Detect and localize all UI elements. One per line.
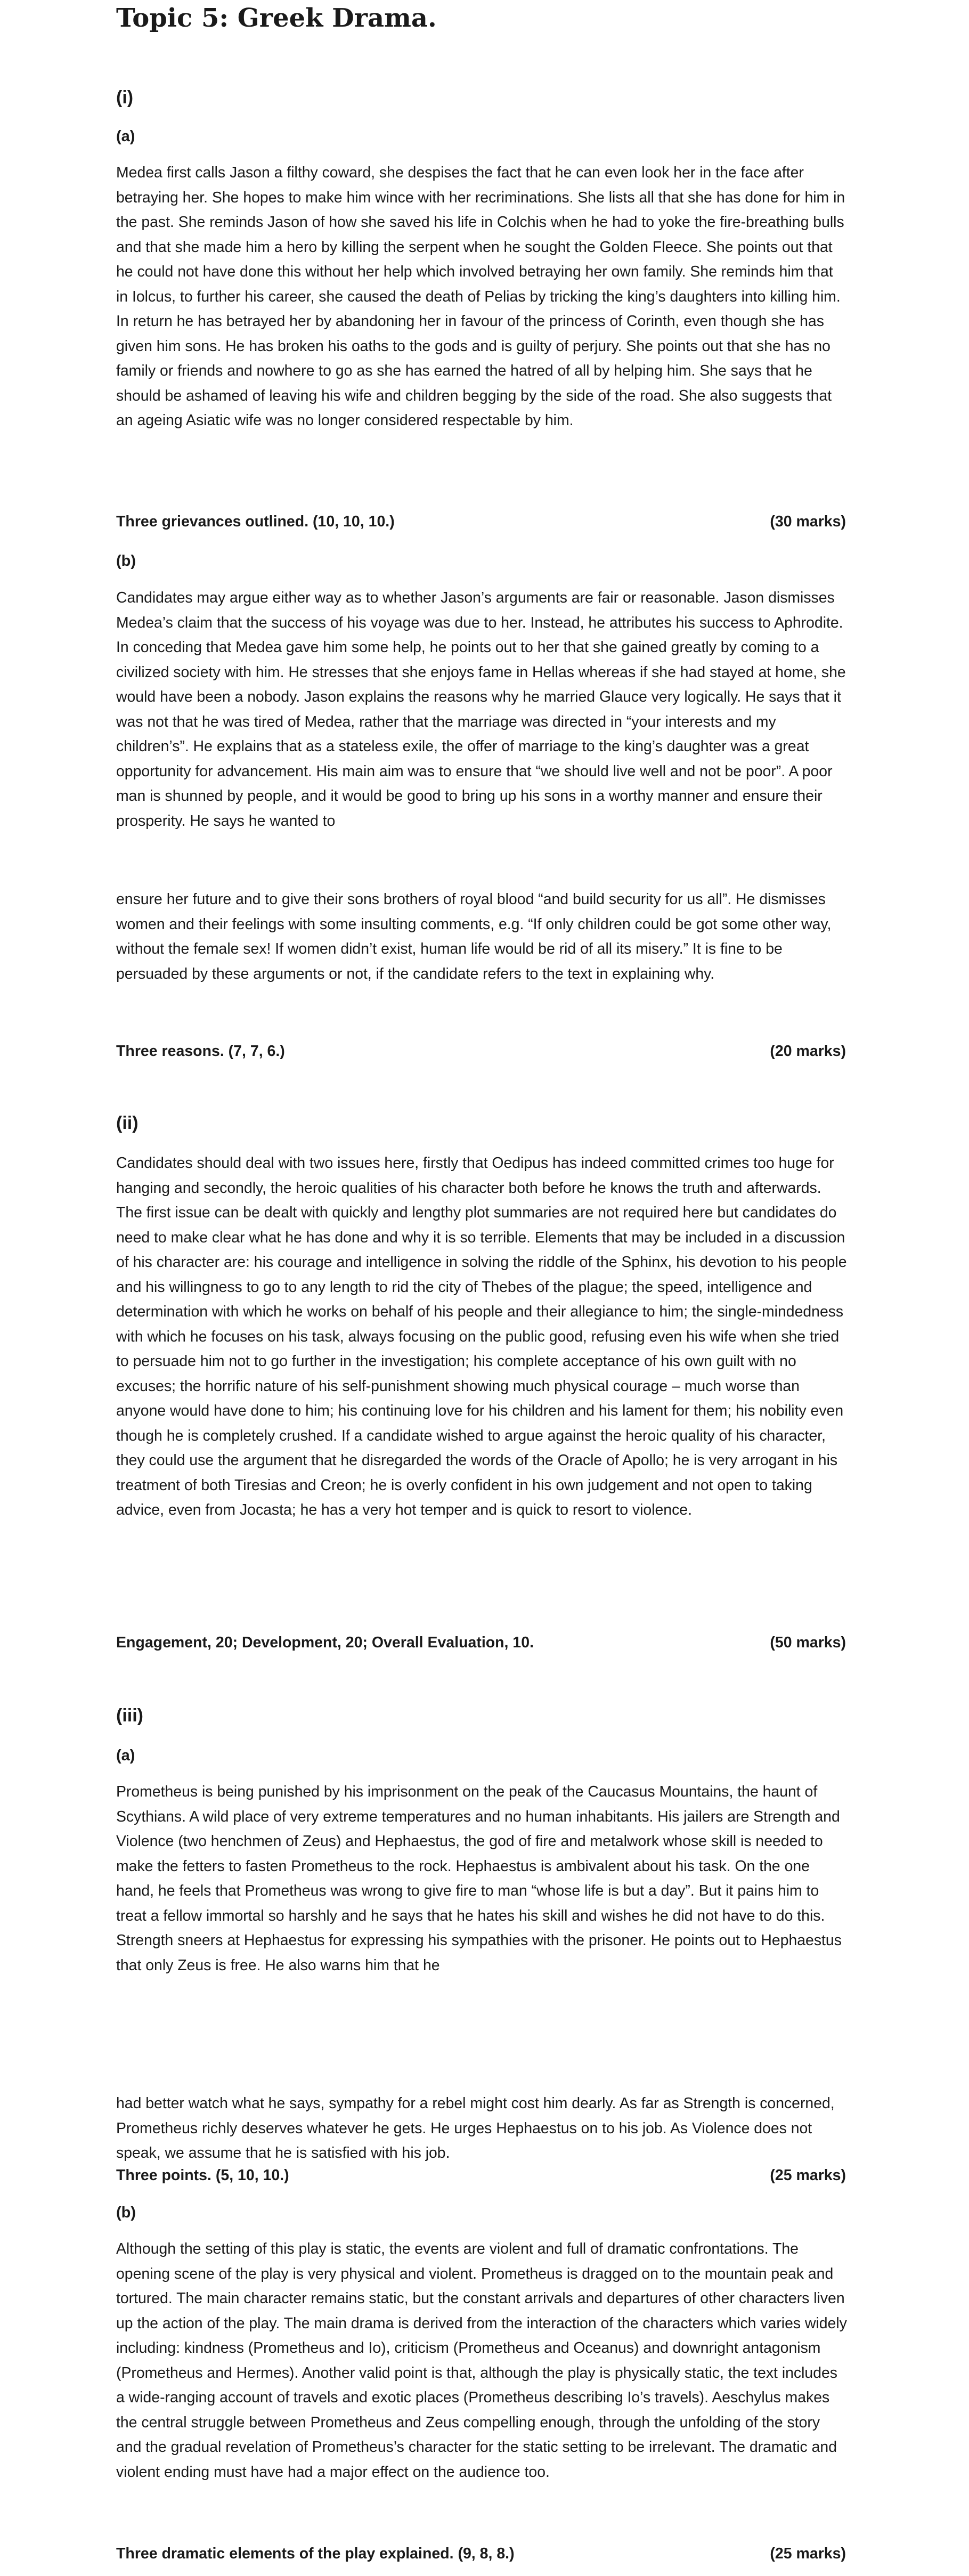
section-i-b-answer-part1: Candidates may argue either way as to whether Jason’s arguments are fair or reasonable. Jason dismisses Medea’s claim that the success of his voyage was due to her. Instead, he attributes his success to Aphrodite. In conceding that Medea gave him some help, he points out to her that she gained greatly by coming to a civilized society with him. He stresses that she enjoys fame in Hellas whereas if she had stayed at home, she would have been a nobody. Jason explains the reasons why he married Glauce very logically. He says that it was not that he was tired of Medea, rather that the marriage was directed in “your interests and my children’s”. He explains that as a stateless exile, the offer of marriage to the king’s daughter was a great opportunity for advancement. His main aim was to ensure that “we should live well and not be poor”. A poor man is shunned by people, and it would be good to bring up his sons in a worthy manner and ensure their prosperity. He says he wanted to xyxy=(116,589,846,830)
section-i-b-label: (b) xyxy=(116,552,136,570)
section-iii-a-answer-part2: had better watch what he says, sympathy for a rebel might cost him dearly. As far as Strength is concerned, Prometheus richly deserves whatever he gets. He urges Hephaestus on to his job. As Violence does not speak, we assume that he is satisfied with his job. xyxy=(116,2095,835,2161)
section-iii-b-label: (b) xyxy=(116,2204,136,2221)
section-ii-answer: Candidates should deal with two issues here, firstly that Oedipus has indeed committed crimes too huge for hanging and secondly, the heroic qualities of his character both before he knows the truth and afterwards. The first issue can be dealt with quickly and lengthy plot summaries are not required here but candidates do need to make clear what he has done and why it is so terrible. Elements that may be included in a discussion of his character are: his courage and intelligence in solving the riddle of the Sphinx, his devotion to his people and his willingness to go to any length to rid the city of Thebes of the plague; the speed, intelligence and determination with which he works on behalf of his people and their allegiance to him; the single-mindedness with which he focuses on his task, always focusing on the public good, refusing even his wife when she tried to persuade him not to go further in the investigation; his complete acceptance of his own guilt with no excuses; the horrific nature of his self-punishment showing much physical courage – much worse than anyone would have done to him; his continuing love for his children and his lament for them; his nobility even though he is completely crushed. If a candidate wished to argue against the heroic quality of his character, they could use the argument that he disregarded the words of the Oracle of Apollo; he is very arrogant in his treatment of both Tiresias and Creon; he is overly confident in his own judgement and not open to taking advice, even from Jocasta; he has a very hot temper and is quick to resort to violence. xyxy=(116,1155,847,1518)
section-iii-a-marking xyxy=(116,2166,846,2185)
section-ii-criteria: Engagement, 20; Development, 20; Overall Evaluation, 10. xyxy=(116,1634,534,1651)
section-iii-label: (iii) xyxy=(116,1705,143,1726)
section-i-b-marking xyxy=(116,1042,846,1061)
section-iii-a-criteria: Three points. (5, 10, 10.) xyxy=(116,2167,289,2184)
section-i-a-marking xyxy=(116,512,846,531)
section-i-a-criteria: Three grievances outlined. (10, 10, 10.) xyxy=(116,513,395,530)
section-iii-b-marking xyxy=(116,2544,846,2563)
section-i-a-answer: Medea first calls Jason a filthy coward, she despises the fact that he can even look her in the face after betraying her. She hopes to make him wince with her recriminations. She lists all that she has done for him in the past. She reminds Jason of how she saved his life in Colchis when he had to yoke the fire-breathing bulls and that she made him a hero by killing the serpent when he sought the Golden Fleece. She points out that he could not have done this without her help which involved betraying her own family. She reminds him that in Iolcus, to further his career, she caused the death of Pelias by tricking the king’s daughters into killing him. In return he has betrayed her by abandoning her in favour of the princess of Corinth, even though she has given him sons. He has broken his oaths to the gods and is guilty of perjury. She points out that she has no family or friends and nowhere to go as she has earned the hatred of all by helping him. She says that he should be ashamed of leaving his wife and children begging by the side of the road. She also suggests that an ageing Asiatic wife was no longer considered respectable by him. xyxy=(116,164,845,429)
section-i-label: (i) xyxy=(116,87,134,108)
section-ii-label: (ii) xyxy=(116,1113,139,1133)
section-i-a-marks: (30 marks) xyxy=(770,513,846,530)
section-ii-marking xyxy=(116,1633,846,1652)
section-iii-a-label: (a) xyxy=(116,1747,135,1764)
section-iii-a-marks: (25 marks) xyxy=(770,2167,846,2184)
section-ii-marks: (50 marks) xyxy=(770,1634,846,1651)
section-i-b-answer-part2: ensure her future and to give their sons brothers of royal blood “and build security for us all”. He dismisses women and their feelings with some insulting comments, e.g. “If only children could be got some other way, without the female sex! If women didn’t exist, human life would be rid of all its misery.” It is fine to be persuaded by these arguments or not, if the candidate refers to the text in explaining why. xyxy=(116,891,832,982)
section-i-b-criteria: Three reasons. (7, 7, 6.) xyxy=(116,1043,285,1060)
section-iii-a-answer-part1: Prometheus is being punished by his imprisonment on the peak of the Caucasus Mountains, the haunt of Scythians. A wild place of very extreme temperatures and no human inhabitants. His jailers are Strength and Violence (two henchmen of Zeus) and Hephaestus, the god of fire and metalwork whose skill is needed to make the fetters to fasten Prometheus to the rock. Hephaestus is ambivalent about his task. On the one hand, he feels that Prometheus was wrong to give fire to man “whose life is but a day”. But it pains him to treat a fellow immortal so harshly and he says that he hates his skill and wishes he did not have to do this. Strength sneers at Hephaestus for expressing his sympathies with the prisoner. He points out to Hephaestus that only Zeus is free. He also warns him that he xyxy=(116,1783,842,1974)
section-iii-b-marks: (25 marks) xyxy=(770,2545,846,2562)
section-i-b-marks: (20 marks) xyxy=(770,1043,846,1060)
section-i-a-label: (a) xyxy=(116,128,135,145)
section-iii-b-criteria: Three dramatic elements of the play explained. (9, 8, 8.) xyxy=(116,2545,515,2562)
section-iii-b-answer: Although the setting of this play is static, the events are violent and full of dramatic confrontations. The opening scene of the play is very physical and violent. Prometheus is dragged on to the mountain peak and tortured. The main character remains static, but the constant arrivals and departures of other characters liven up the action of the play. The main drama is derived from the interaction of the characters which varies widely including: kindness (Prometheus and Io), criticism (Prometheus and Oceanus) and downright antagonism (Prometheus and Hermes). Another valid point is that, although the play is physically static, the text includes a wide-ranging account of travels and exotic places (Prometheus describing Io’s travels). Aeschylus makes the central struggle between Prometheus and Zeus compelling enough, through the unfolding of the story and the gradual revelation of Prometheus’s character for the static setting to be irrelevant. The dramatic and violent ending must have had a major effect on the audience too. xyxy=(116,2240,847,2481)
page-title: Topic 5: Greek Drama. xyxy=(116,3,437,33)
